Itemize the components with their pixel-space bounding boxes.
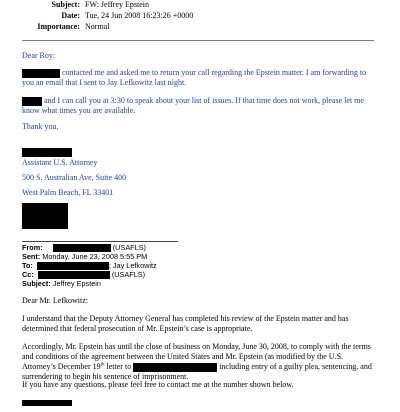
forwarded-sent-value: Monday, June 23, 2008 5:55 PM — [40, 252, 148, 261]
forwarded-to-label: To: — [22, 261, 33, 270]
email-paragraph-2 — [22, 96, 378, 116]
forwarded-sent-label: Sent: — [22, 252, 41, 261]
header-subject-label: Subject: — [51, 0, 80, 9]
redaction-block — [53, 244, 111, 252]
signature-contact-redaction — [22, 203, 68, 229]
header-divider — [22, 40, 374, 41]
forwarded-subject-value: Jeffrey Epstein — [50, 279, 101, 288]
body-paragraph-2-text-c: including entry of a guilty plea, sentencing, and surrendering to begin his sentence of imprisonment. — [22, 362, 372, 381]
redaction-block — [133, 363, 217, 372]
body-paragraph-1: I understand that the Deputy Attorney General has completed his review of the Epstein matter and has determined that federal prosecution of Mr. Epstein’s case is appropriate. — [22, 314, 349, 333]
header-subject-value: FW: Jeffrey Epstein — [85, 0, 149, 9]
header-importance-label: Importance: — [37, 22, 80, 31]
header-importance-row — [22, 22, 109, 32]
redaction-block — [22, 203, 68, 229]
forwarded-from-row — [22, 243, 146, 252]
redaction-block — [38, 271, 110, 279]
signature-title: Assistant U.S. Attorney — [22, 158, 98, 167]
redaction-block — [22, 148, 72, 157]
body-paragraph-2 — [22, 342, 378, 382]
forwarded-cc-suffix: (USAFLS) — [109, 270, 146, 279]
forwarded-subject-label: Subject: — [22, 279, 51, 288]
redaction-block — [22, 400, 72, 406]
forwarded-to-suffix: ; Jay Lefkowitz — [108, 261, 157, 270]
header-subject-row — [22, 0, 149, 10]
email-paragraph-1 — [22, 68, 378, 88]
header-date-value: Tue, 24 Jun 2008 16:23:26 +0000 — [85, 11, 194, 20]
forwarded-from-suffix: (USAFLS) — [110, 243, 146, 252]
header-importance-value: Normal — [85, 22, 110, 31]
header-date-label: Date: — [61, 11, 80, 20]
email-greeting: Dear Roy: — [22, 51, 56, 60]
signature-address-2: West Palm Beach, FL 33401 — [22, 188, 114, 197]
forwarded-divider — [22, 241, 178, 242]
body-paragraph-2-superscript: th — [100, 362, 105, 368]
redaction-block — [22, 97, 42, 106]
redaction-block — [37, 262, 109, 270]
email-paragraph-2-text: and I can call you at 3:30 to speak about your list of issues. If that time does not work, please let me know what times you are available. — [22, 96, 364, 115]
forwarded-cc-label: Cc: — [22, 270, 34, 279]
forwarded-to-row — [22, 261, 157, 270]
body-paragraph-3: If you have any questions, please feel free to contact me at the number shown below. — [22, 380, 294, 389]
signature-address-1: 500 S. Australian Ave, Suite 400 — [22, 173, 127, 182]
forwarded-cc-row — [22, 270, 145, 279]
header-date-row — [22, 11, 193, 21]
body-greeting: Dear Mr. Lefkowitz: — [22, 296, 88, 305]
email-thanks: Thank you. — [22, 122, 59, 131]
email-paragraph-1-text: contacted me and asked me to return your call regarding the Epstein matter. I am forwarding to you an email that I sent to Jay Lefkowitz last night. — [22, 68, 367, 87]
forwarded-subject-row — [22, 279, 101, 288]
bottom-redaction — [22, 394, 72, 412]
body-paragraph-2-text-b: letter to — [104, 362, 134, 371]
forwarded-from-label: From: — [22, 243, 43, 252]
redaction-block — [22, 69, 60, 78]
forwarded-sent-row — [22, 252, 147, 261]
body-paragraph-2-text-a: Accordingly, Mr. Epstein has until the close of business on Monday, June 30, 2008, to comply with the terms and conditions of the agreement between the United States and Mr. Epstein (as modified by the U.S. Attorney’s December 19 — [22, 342, 371, 371]
